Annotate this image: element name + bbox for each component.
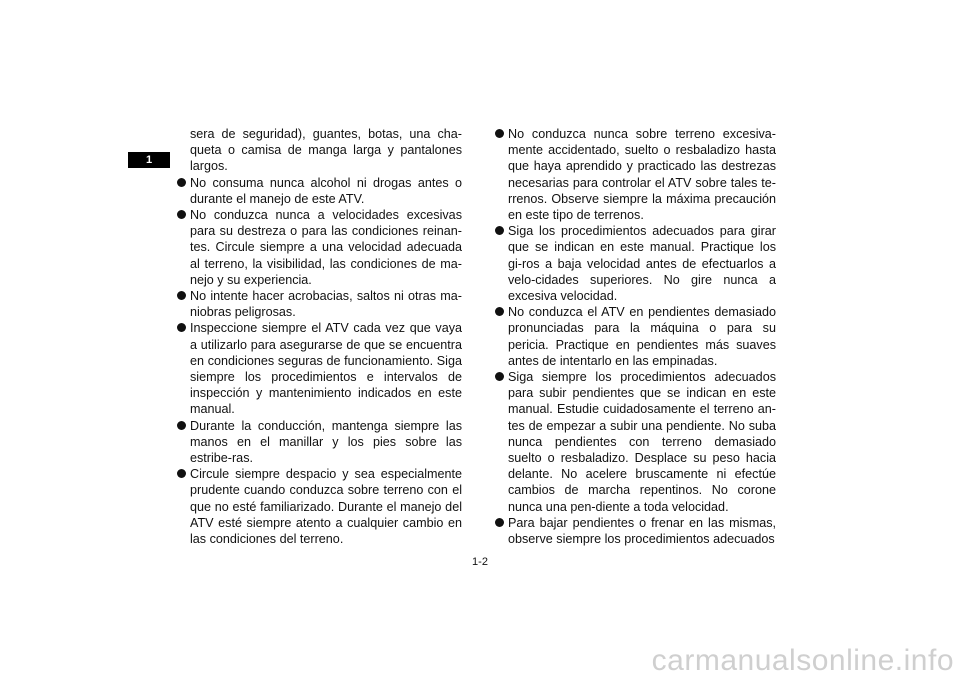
continuation-text: sera de seguridad), guantes, botas, una cha-queta o camisa de manga larga y pantalones largos. — [190, 127, 462, 174]
bullet-icon — [177, 421, 186, 430]
bullet-icon — [177, 178, 186, 187]
bullet-icon — [177, 210, 186, 219]
bullet-icon — [177, 291, 186, 300]
bullet-icon — [495, 226, 504, 235]
watermark: carmanualsonline.info — [651, 644, 954, 677]
bullet-icon — [495, 518, 504, 527]
list-item — [176, 207, 462, 288]
list-item-text: No conduzca nunca sobre terreno excesiva-mente accidentado, suelto o resbaladizo hasta que haya aprendido y practicado las destrezas necesarias para controlar el ATV sobre tales te-rrenos. Observe siempre la máxima precaución en este tipo de terrenos. — [508, 127, 776, 223]
list-item-text: Inspeccione siempre el ATV cada vez que vaya a utilizarlo para asegurarse de que se encuentra en condiciones seguras de funcionamiento. Siga siempre los procedimientos e intervalos de inspección y mantenimiento indicados en este manual. — [190, 321, 462, 417]
right-column — [494, 126, 776, 547]
list-item-text: No intente hacer acrobacias, saltos ni otras ma-niobras peligrosas. — [190, 289, 462, 320]
chapter-tab: 1 — [128, 152, 170, 168]
list-item-text: Siga siempre los procedimientos adecuados para subir pendientes que se indican en este manual. Estudie cuidadosamente el terreno an-tes de empezar a subir una pendiente. No suba nunca pendientes con terreno demasiado suelto o resbaladizo. Desplace su peso hacia delante. No acelere bruscamente ni efectúe cambios de marcha repentinos. No corone nunca una pen-diente a toda velocidad. — [508, 370, 776, 514]
list-item — [176, 418, 462, 467]
bullet-icon — [177, 469, 186, 478]
list-item-text: No consuma nunca alcohol ni drogas antes o durante el manejo de este ATV. — [190, 175, 462, 206]
list-item-text: No conduzca nunca a velocidades excesivas para su destreza o para las condiciones reinan-tes. Circule siempre a una velocidad adecuada al terreno, la visibilidad, las condiciones de ma-nejo y su experiencia. — [190, 208, 462, 287]
list-item — [494, 369, 776, 515]
list-item-text: Siga los procedimientos adecuados para girar que se indican en este manual. Practique los gi-ros a baja velocidad antes de efectuarlos a velo-cidades superiores. No gire nunca a excesiva velocidad. — [508, 224, 776, 304]
list-item — [176, 288, 462, 320]
page-number: 1-2 — [472, 556, 488, 568]
list-item — [494, 126, 776, 223]
list-item-text: Circule siempre despacio y sea especialmente prudente cuando conduzca sobre terreno con el que no esté familiarizado. Durante el manejo del ATV esté siempre atento a cualquier cambio en las condiciones del terreno. — [190, 467, 462, 547]
list-item — [494, 515, 776, 547]
list-item-text: Para bajar pendientes o frenar en las mismas, observe siempre los procedimientos adecuados — [508, 515, 776, 547]
list-item-text: No conduzca el ATV en pendientes demasiado pronunciadas para la máquina o para su pericia. Practique en pendientes más suaves antes de intentarlo en las empinadas. — [508, 305, 776, 368]
list-item — [494, 223, 776, 304]
list-item-text: Durante la conducción, mantenga siempre las manos en el manillar y los pies sobre las estribe-ras. — [190, 418, 462, 466]
bullet-icon — [495, 372, 504, 381]
list-item — [176, 320, 462, 417]
bullet-icon — [177, 323, 186, 332]
list-item — [494, 304, 776, 369]
list-item — [176, 175, 462, 207]
list-item — [176, 466, 462, 547]
bullet-icon — [495, 307, 504, 316]
bullet-icon — [495, 129, 504, 138]
left-column — [176, 126, 462, 547]
